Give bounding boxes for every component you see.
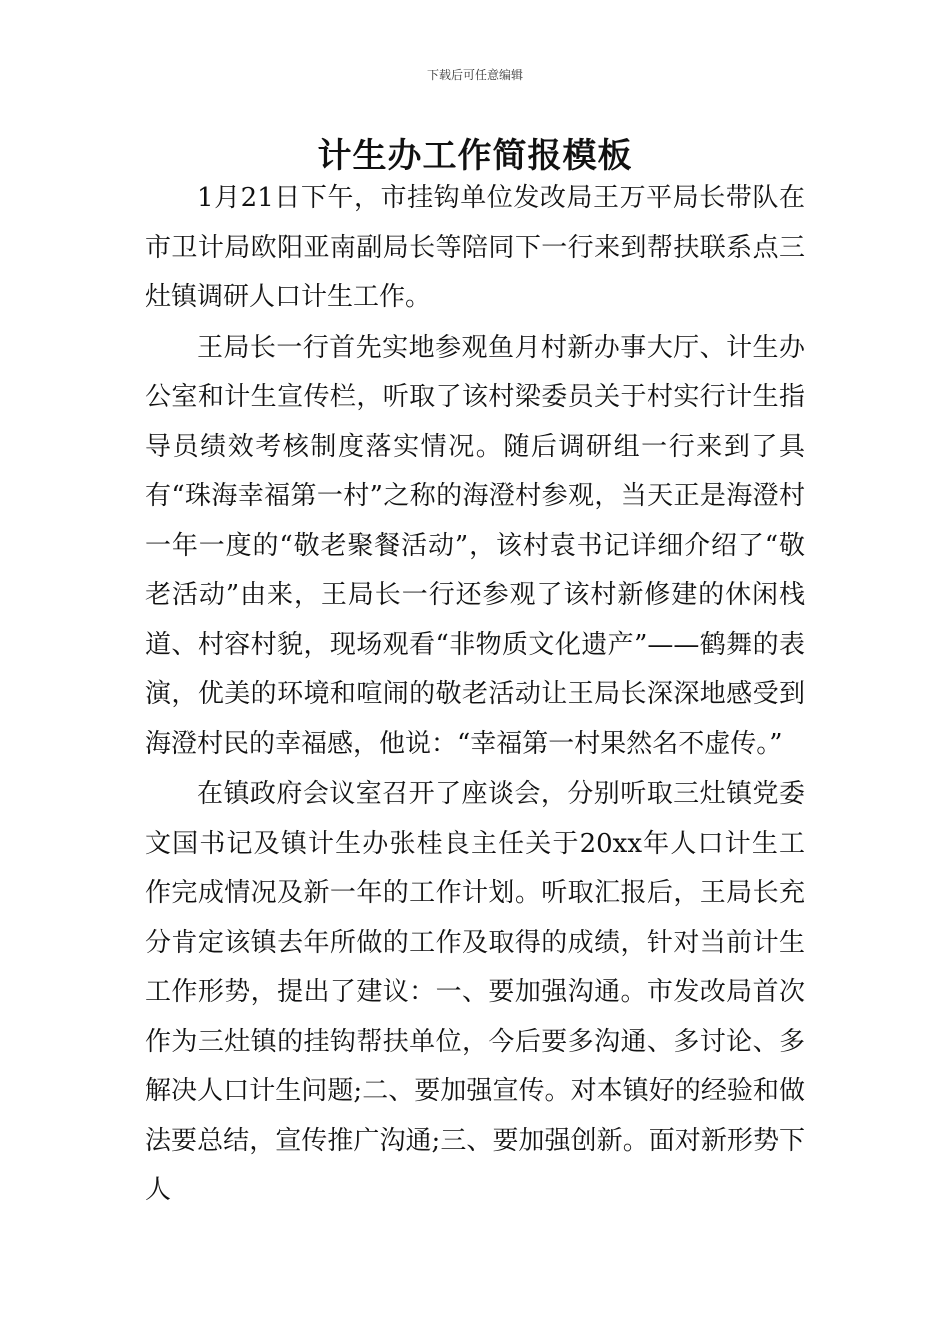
paragraph-3: 在镇政府会议室召开了座谈会，分别听取三灶镇党委文国书记及镇计生办张桂良主任关于20xx年人口计生工作完成情况及新一年的工作计划。听取汇报后，王局长充分肯定该镇去年所做的工作及取得的成绩，针对当前计生工作形势，提出了建议：一、要加强沟通。市发改局首次作为三灶镇的挂钩帮扶单位，今后要多沟通、多讨论、多解决人口计生问题;二、要加强宣传。对本镇好的经验和做法要总结，宣传推广沟通;三、要加强创新。面对新形势下人	[145, 779, 805, 1205]
paragraph-1: 1月21日下午，市挂钩单位发改局王万平局长带队在市卫计局欧阳亚南副局长等陪同下一行来到帮扶联系点三灶镇调研人口计生工作。	[145, 183, 805, 312]
document-body	[145, 174, 805, 1217]
paragraph-2: 王局长一行首先实地参观鱼月村新办事大厅、计生办公室和计生宣传栏，听取了该村梁委员关于村实行计生指导员绩效考核制度落实情况。随后调研组一行来到了具有“珠海幸福第一村”之称的海澄村参观，当天正是海澄村一年一度的“敬老聚餐活动”，该村袁书记详细介绍了“敬老活动”由来，王局长一行还参观了该村新修建的休闲栈道、村容村貌，现场观看“非物质文化遗产”——鹤舞的表演，优美的环境和喧闹的敬老活动让王局长深深地感受到海澄村民的幸福感，他说：“幸福第一村果然名不虚传。”	[145, 332, 805, 759]
document-title: 计生办工作简报模板	[317, 136, 633, 176]
header-note: 下载后可任意编辑	[426, 68, 523, 82]
